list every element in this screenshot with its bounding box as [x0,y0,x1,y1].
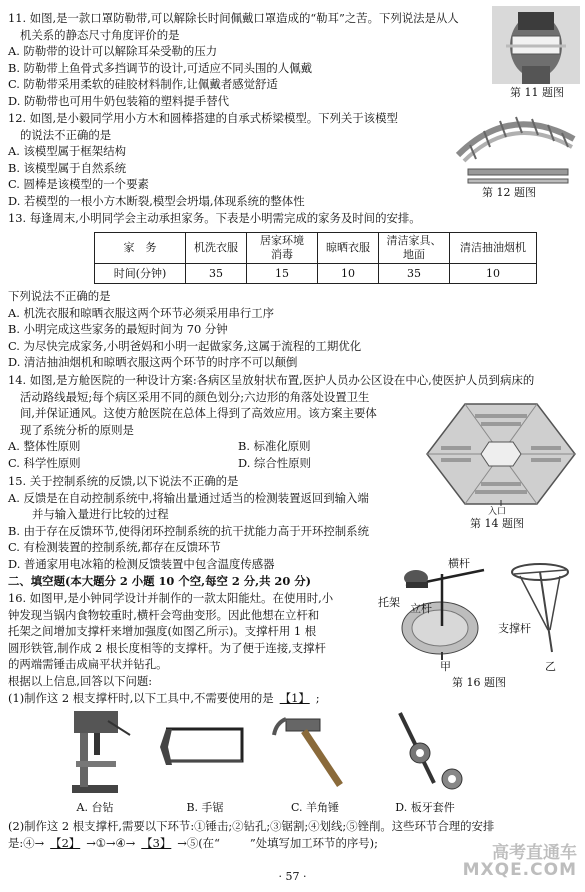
q15-option-c: C. 有检测装置的控制系统,都存在反馈环节 [8,540,221,555]
q16-blank-2: 【2】 [50,835,81,850]
q16-subquestion-1: (1)制作这 2 根支撑杆时,以下工具中,不需要使用的是 【1】 ; [8,690,320,705]
table-row [95,264,537,284]
support-rod-figure [500,560,580,660]
solar-cooker-figure [388,556,500,660]
section-2-title: 二、填空题(本大题分 2 小题 10 个空,每空 2 分,共 20 分) [8,574,312,588]
table-cell: 10 [450,264,537,284]
hacksaw-icon [150,705,260,797]
q16-line4: 圆形铁管,制作成 2 根长度相等的支撑杆。为了便于连接,支撑杆 [8,640,326,655]
q11-option-c: C. 防勒带采用柔软的硅胶材料制作,让佩戴者感觉舒适 [8,77,278,92]
q14-stem-line4: 现了系统分析的原则是 [20,422,134,437]
claw-hammer-icon [260,705,370,797]
q16-line2: 钟发现当锅内食物较重时,横杆会弯曲变形。因此他想在立杆和 [8,607,320,622]
table-cell: 居家环境 消毒 [247,233,318,264]
tool-die-set [370,705,480,815]
q16-label-crossbar: 横杆 [448,557,470,570]
die-set-icon [370,705,480,797]
q11-option-b: B. 防勒带上鱼骨式多挡调节的设计,可适应不同头围的人佩戴 [8,60,312,75]
q15-stem: 15. 关于控制系统的反馈,以下说法不正确的是 [8,474,239,488]
q16-label-bracket: 托架 [378,596,400,609]
q12-figure-caption: 第 12 题图 [482,186,536,199]
table-cell: 35 [379,264,450,284]
q16-line6: 根据以上信息,回答以下问题: [8,673,153,688]
q14-option-b: B. 标准化原则 [238,439,311,454]
table-header-time: 时间(分钟) [95,264,186,284]
tool-options [40,705,520,815]
q12-stem-line2: 的说法不正确的是 [20,127,112,142]
q13-option-c: C. 为尽快完成家务,小明爸妈和小明一起做家务,这属于流程的工期优化 [8,338,362,353]
q16-label-support-rod: 支撑杆 [498,622,531,635]
q11-figure-caption: 第 11 题图 [510,86,564,99]
q13-stem: 13. 每逢周末,小明同学会主动承担家务。下表是小明需完成的家务及时间的安排。 [8,211,421,225]
table-cell: 10 [318,264,379,284]
table-cell: 清洁抽油烟机 [450,233,537,264]
q14-stem-line2: 活动路线最短;每个病区采用不同的颜色划分;六边形的角落处设置卫生 [20,389,370,404]
q14-option-d: D. 综合性原则 [238,455,311,470]
section-2-heading [8,573,311,590]
q14-stem-line3: 间,并保证通风。这使方舱医院在总体上得到了高效应用。该方案主要体 [20,406,377,421]
chores-table [94,232,537,284]
bench-drill-icon [40,705,150,797]
q16-figure-caption: 第 16 题图 [452,676,506,689]
q15-option-a-line1: A. 反馈是在自动控制系统中,将输出量通过适当的检测装置返回到输入端 [8,490,369,505]
mask-strap-photo [492,6,580,84]
q16-line1: 16. 如图甲,是小钟同学设计并制作的一款太阳能灶。在使用时,小 [8,591,334,605]
table-header-tasks: 家 务 [95,233,186,264]
q16-blank-1: 【1】 [279,690,310,705]
question-15 [8,473,369,573]
q14-stem-line1: 14. 如图,是方舱医院的一种设计方案:各病区呈放射状布置,医护人员办公区设在中心,使医护人员到病床的 [8,373,535,387]
bridge-model-figure [450,95,580,187]
q12-stem-line1: 12. 如图,是小毅同学用小方木和圆棒搭建的自承式桥梁模型。下列关于该模型 [8,111,398,125]
table-cell: 35 [186,264,247,284]
page-number: · 57 · [278,870,307,883]
q11-stem-line1: 11. 如图,是一款口罩防勒带,可以解除长时间佩戴口罩造成的“勒耳”之苦。下列说法是从人 [8,11,459,25]
question-13-options [8,288,361,371]
question-16 [8,590,333,706]
table-cell: 清洁家具、 地面 [379,233,450,264]
q15-option-d: D. 普通家用电冰箱的检测反馈装置中包含温度传感器 [8,556,275,571]
tool-claw-hammer [260,705,370,815]
q12-option-c: C. 圆棒是该模型的一个要素 [8,177,149,192]
q16-subquestion-2-line2: 是:④→ 【2】 →①→④→ 【3】 →⑤(在“ ”处填写加工环节的序号); [8,835,378,850]
q15-option-b: B. 由于存在反馈环节,使得闭环控制系统的抗干扰能力高于开环控制系统 [8,523,369,538]
hospital-plan-figure [425,402,577,506]
tool-label-c: C. 羊角锤 [290,801,340,814]
site-watermark [462,838,577,888]
q16-subquestion-2-line1: (2)制作这 2 根支撑杆,需要以下环节:①锤击;②钻孔;③锯割;④划线;⑤锉削。这些环节合理的安排 [8,819,495,833]
q13-option-a: A. 机洗衣服和晾晒衣服这两个环节必须采用串行工序 [8,305,275,320]
tool-hand-saw [150,705,260,815]
q13-ask: 下列说法不正确的是 [8,289,111,303]
q16-line3: 托架之间增加支撑杆来增加强度(如图乙所示)。支撑杆用 1 根 [8,624,317,639]
tool-bench-drill [40,705,150,815]
q13-option-d: D. 清洁抽油烟机和晾晒衣服这两个环节的时序不可以颠倒 [8,355,298,370]
q14-option-c: C. 科学性原则 [8,455,81,470]
question-16-sub2 [8,818,494,851]
q14-figure-caption: 第 14 题图 [470,517,524,530]
q11-stem-line2: 机关系的静态尺寸角度评价的是 [20,27,180,42]
watermark-line2: MXQE.COM [462,860,577,880]
question-11 [8,10,459,110]
question-12 [8,110,398,210]
table-cell: 15 [247,264,318,284]
q14-entrance-label: 入口 [488,507,507,517]
tool-label-d: D. 板牙套件 [395,801,455,814]
q14-option-a: A. 整体性原则 [8,439,81,454]
tool-label-a: A. 台钻 [76,801,114,814]
q16-label-yi: 乙 [545,660,556,673]
question-13-stem [8,210,421,227]
q15-option-a-line2: 并与输入量进行比较的过程 [32,507,169,522]
q16-label-upright: 立杆 [410,602,432,615]
q16-blank-3: 【3】 [141,835,172,850]
q11-option-d: D. 防勒带也可用牛奶包装箱的塑料提手替代 [8,93,230,108]
q12-option-a: A. 该模型属于框架结构 [8,144,126,159]
watermark-line1: 高考直通车 [492,843,577,863]
table-cell: 晾晒衣服 [318,233,379,264]
q12-option-b: B. 该模型属于自然系统 [8,160,127,175]
q12-option-d: D. 若模型的一根小方木断裂,模型会坍塌,体现系统的整体性 [8,193,305,208]
table-cell: 机洗衣服 [186,233,247,264]
tool-label-b: B. 手锯 [186,801,224,814]
q13-option-b: B. 小明完成这些家务的最短时间为 70 分钟 [8,322,228,337]
q16-label-jia: 甲 [440,660,451,673]
q11-option-a: A. 防勒带的设计可以解除耳朵受勒的压力 [8,44,218,59]
table-row [95,233,537,264]
q16-line5: 的两端需锤击成扁平状并钻孔。 [8,657,168,672]
